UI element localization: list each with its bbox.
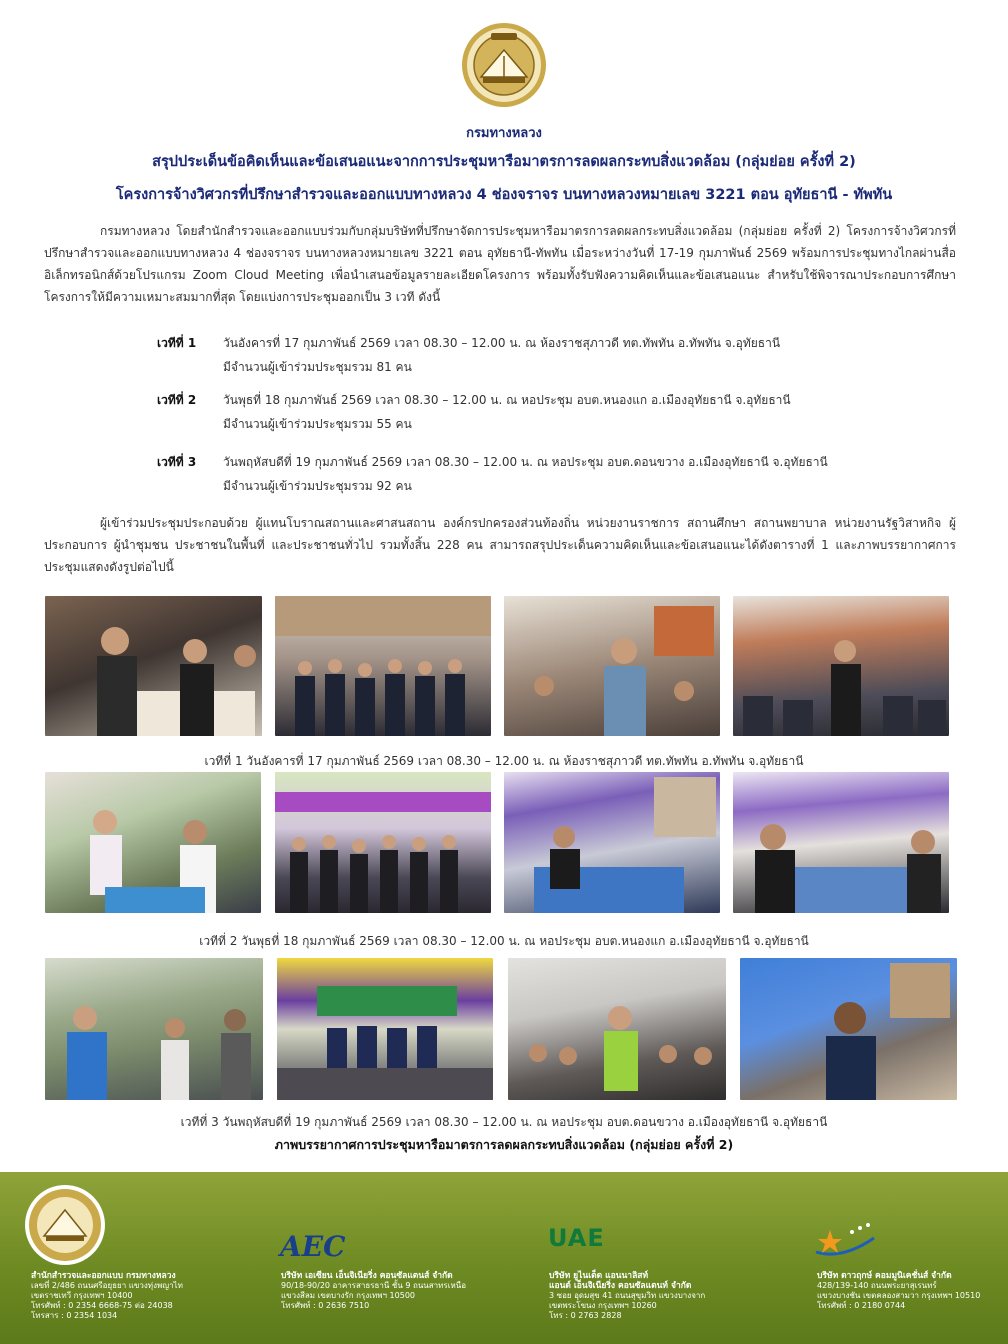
meeting-photo	[45, 958, 263, 1100]
department-logo	[461, 22, 547, 108]
footer-org-3	[549, 1271, 705, 1321]
session-detail: วันพฤหัสบดีที่ 19 กุมภาพันธ์ 2569 เวลา 08.30 – 12.00 น. ณ หอประชุม อบต.ดอนขวาง อ.เมืองอุทัยธานี จ.อุทัยธานี	[223, 455, 828, 469]
footer-org-2	[281, 1271, 466, 1311]
footer-org-4	[817, 1271, 980, 1311]
meeting-photo	[45, 596, 262, 736]
org-name: สำนักสำรวจและออกแบบ กรมทางหลวง	[31, 1271, 176, 1281]
session-detail: วันพุธที่ 18 กุมภาพันธ์ 2569 เวลา 08.30 – 12.00 น. ณ หอประชุม อบต.หนองแก อ.เมืองอุทัยธานี จ.อุทัยธานี	[223, 393, 791, 407]
session-label: เวทีที่ 2	[157, 393, 197, 407]
department-name: กรมทางหลวง	[466, 126, 542, 141]
caption-session-1: เวทีที่ 1 วันอังคารที่ 17 กุมภาพันธ์ 2569 เวลา 08.30 – 12.00 น. ณ ห้องราชสุภาวดี ทต.ทัพทัน อ.ทัพทัน จ.อุทัยธานี	[204, 754, 804, 768]
meeting-photo	[277, 958, 493, 1100]
org-name: บริษัท เอเซียน เอ็นจิเนียริ่ง คอนซัลแตนส์ จำกัด	[281, 1271, 453, 1281]
document-title: สรุปประเด็นข้อคิดเห็นและข้อเสนอแนะจากการประชุมหารือมาตรการลดผลกระทบสิ่งแวดล้อม (กลุ่มย่อย ครั้งที่ 2)	[152, 154, 856, 170]
org-address: เขตราชเทวี กรุงเทพฯ 10400	[31, 1291, 133, 1300]
meeting-photo	[45, 772, 261, 913]
org-name: บริษัท ดาวฤกษ์ คอมมูนิเคชั่นส์ จำกัด	[817, 1271, 952, 1281]
meeting-photo	[504, 772, 720, 913]
session-attendance: มีจำนวนผู้เข้าร่วมประชุมรวม 81 คน	[223, 360, 412, 374]
meeting-photo	[740, 958, 957, 1100]
org-phone: โทร : 0 2763 2828	[549, 1311, 622, 1320]
org-phone: โทรศัพท์ : 0 2354 6668-75 ต่อ 24038	[31, 1301, 173, 1310]
session-label: เวทีที่ 1	[157, 336, 197, 350]
org-address: แขวงบางชัน เขตคลองสามวา กรุงเทพฯ 10510	[817, 1291, 981, 1300]
uae-logo: UAE	[548, 1224, 605, 1252]
caption-session-3: เวทีที่ 3 วันพฤหัสบดีที่ 19 กุมภาพันธ์ 2569 เวลา 08.30 – 12.00 น. ณ หอประชุม อบต.ดอนขวาง อ.เมืองอุทัยธานี จ.อุทัยธานี	[180, 1115, 828, 1129]
org-address: เขตพระโขนง กรุงเทพฯ 10260	[549, 1301, 657, 1310]
footer	[0, 1172, 1008, 1344]
org-name-line2: แอนด์ เอ็นจิเนียริ่ง คอนซัลแตนท์ จำกัด	[549, 1281, 692, 1291]
aec-logo: AEC	[280, 1230, 346, 1263]
meeting-photo	[733, 596, 949, 736]
department-logo	[24, 1184, 106, 1266]
meeting-photo	[733, 772, 949, 913]
org-address: 428/139-140 ถนนพระยาสุเรนทร์	[817, 1281, 937, 1290]
caption-session-2: เวทีที่ 2 วันพุธที่ 18 กุมภาพันธ์ 2569 เวลา 08.30 – 12.00 น. ณ หอประชุม อบต.หนองแก อ.เมืองอุทัยธานี จ.อุทัยธานี	[199, 934, 809, 948]
project-title: โครงการจ้างวิศวกรที่ปรึกษาสำรวจและออกแบบทางหลวง 4 ช่องจราจร บนทางหลวงหมายเลข 3221 ตอน อุทัยธานี - ทัพทัน	[115, 187, 893, 203]
session-attendance: มีจำนวนผู้เข้าร่วมประชุมรวม 92 คน	[223, 479, 412, 493]
org-address: เลขที่ 2/486 ถนนศรีอยุธยา แขวงทุ่งพญาไท	[31, 1281, 183, 1290]
meeting-photo	[504, 596, 720, 736]
meeting-photo	[508, 958, 726, 1100]
org-phone: โทรศัพท์ : 0 2636 7510	[281, 1301, 370, 1310]
footer-org-1	[31, 1271, 183, 1321]
daoreuk-logo	[812, 1220, 878, 1262]
org-address: แขวงสีลม เขตบางรัก กรุงเทพฯ 10500	[281, 1291, 415, 1300]
meeting-photo	[275, 596, 491, 736]
meeting-photo	[275, 772, 491, 913]
org-name: บริษัท ยูไนเต็ด แอนนาลิสท์	[549, 1271, 649, 1281]
session-attendance: มีจำนวนผู้เข้าร่วมประชุมรวม 55 คน	[223, 417, 412, 431]
gallery-title: ภาพบรรยากาศการประชุมหารือมาตรการลดผลกระทบสิ่งแวดล้อม (กลุ่มย่อย ครั้งที่ 2)	[274, 1137, 734, 1152]
org-phone: โทรศัพท์ : 0 2180 0744	[817, 1301, 906, 1310]
participants-paragraph: ผู้เข้าร่วมประชุมประกอบด้วย ผู้แทนโบราณสถานและศาสนสถาน องค์กรปกครองส่วนท้องถิ่น หน่วยงานราชการ สถานศึกษา สถานพยาบาล หน่วยงานรัฐวิสาหกิจ ผู้ประกอบการ ผู้นำชุมชน ประชาชนในพื้นที่ และประชาชนทั่วไป รวมทั้งสิ้น 228 คน สามารถสรุปประเด็นความคิดเห็นและข้อเสนอแนะได้ดังตารางที่ 1 และภาพบรรยากาศการประชุมแสดงดังรูปต่อไปนี้	[44, 516, 956, 574]
org-fax: โทรสาร : 0 2354 1034	[31, 1311, 118, 1320]
session-detail: วันอังคารที่ 17 กุมภาพันธ์ 2569 เวลา 08.30 – 12.00 น. ณ ห้องราชสุภาวดี ทต.ทัพทัน อ.ทัพทัน จ.อุทัยธานี	[223, 336, 781, 350]
org-address: 3 ซอย อุดมสุข 41 ถนนสุขุมวิท แขวงบางจาก	[549, 1291, 706, 1300]
intro-paragraph: กรมทางหลวง โดยสำนักสำรวจและออกแบบร่วมกับกลุ่มบริษัทที่ปรึกษาจัดการประชุมหารือมาตรการลดผลกระทบสิ่งแวดล้อม (กลุ่มย่อย ครั้งที่ 2) โครงการจ้างวิศวกรที่ปรึกษาสำรวจและออกแบบทางหลวง 4 ช่องจราจร บนทางหลวงหมายเลข 3221 ตอน อุทัยธานี-ทัพทัน เมื่อระหว่างวันที่ 17-19 กุมภาพันธ์ 2569 พร้อมการประชุมทางไกลผ่านสื่ออิเล็กทรอนิกส์ด้วยโปรแกรม Zoom Cloud Meeting เพื่อนำเสนอข้อมูลรายละเอียดโครงการ พร้อมทั้งรับฟังความคิดเห็นและข้อเสนอแนะ สำหรับใช้พิจารณาประกอบการศึกษาโครงการให้มีความเหมาะสมมากที่สุด โดยแบ่งการประชุมออกเป็น 3 เวที ดังนี้	[44, 224, 956, 304]
org-address: 90/18-90/20 อาคารสาธรธานี ชั้น 9 ถนนสาทรเหนือ	[281, 1281, 466, 1290]
session-label: เวทีที่ 3	[157, 455, 197, 469]
